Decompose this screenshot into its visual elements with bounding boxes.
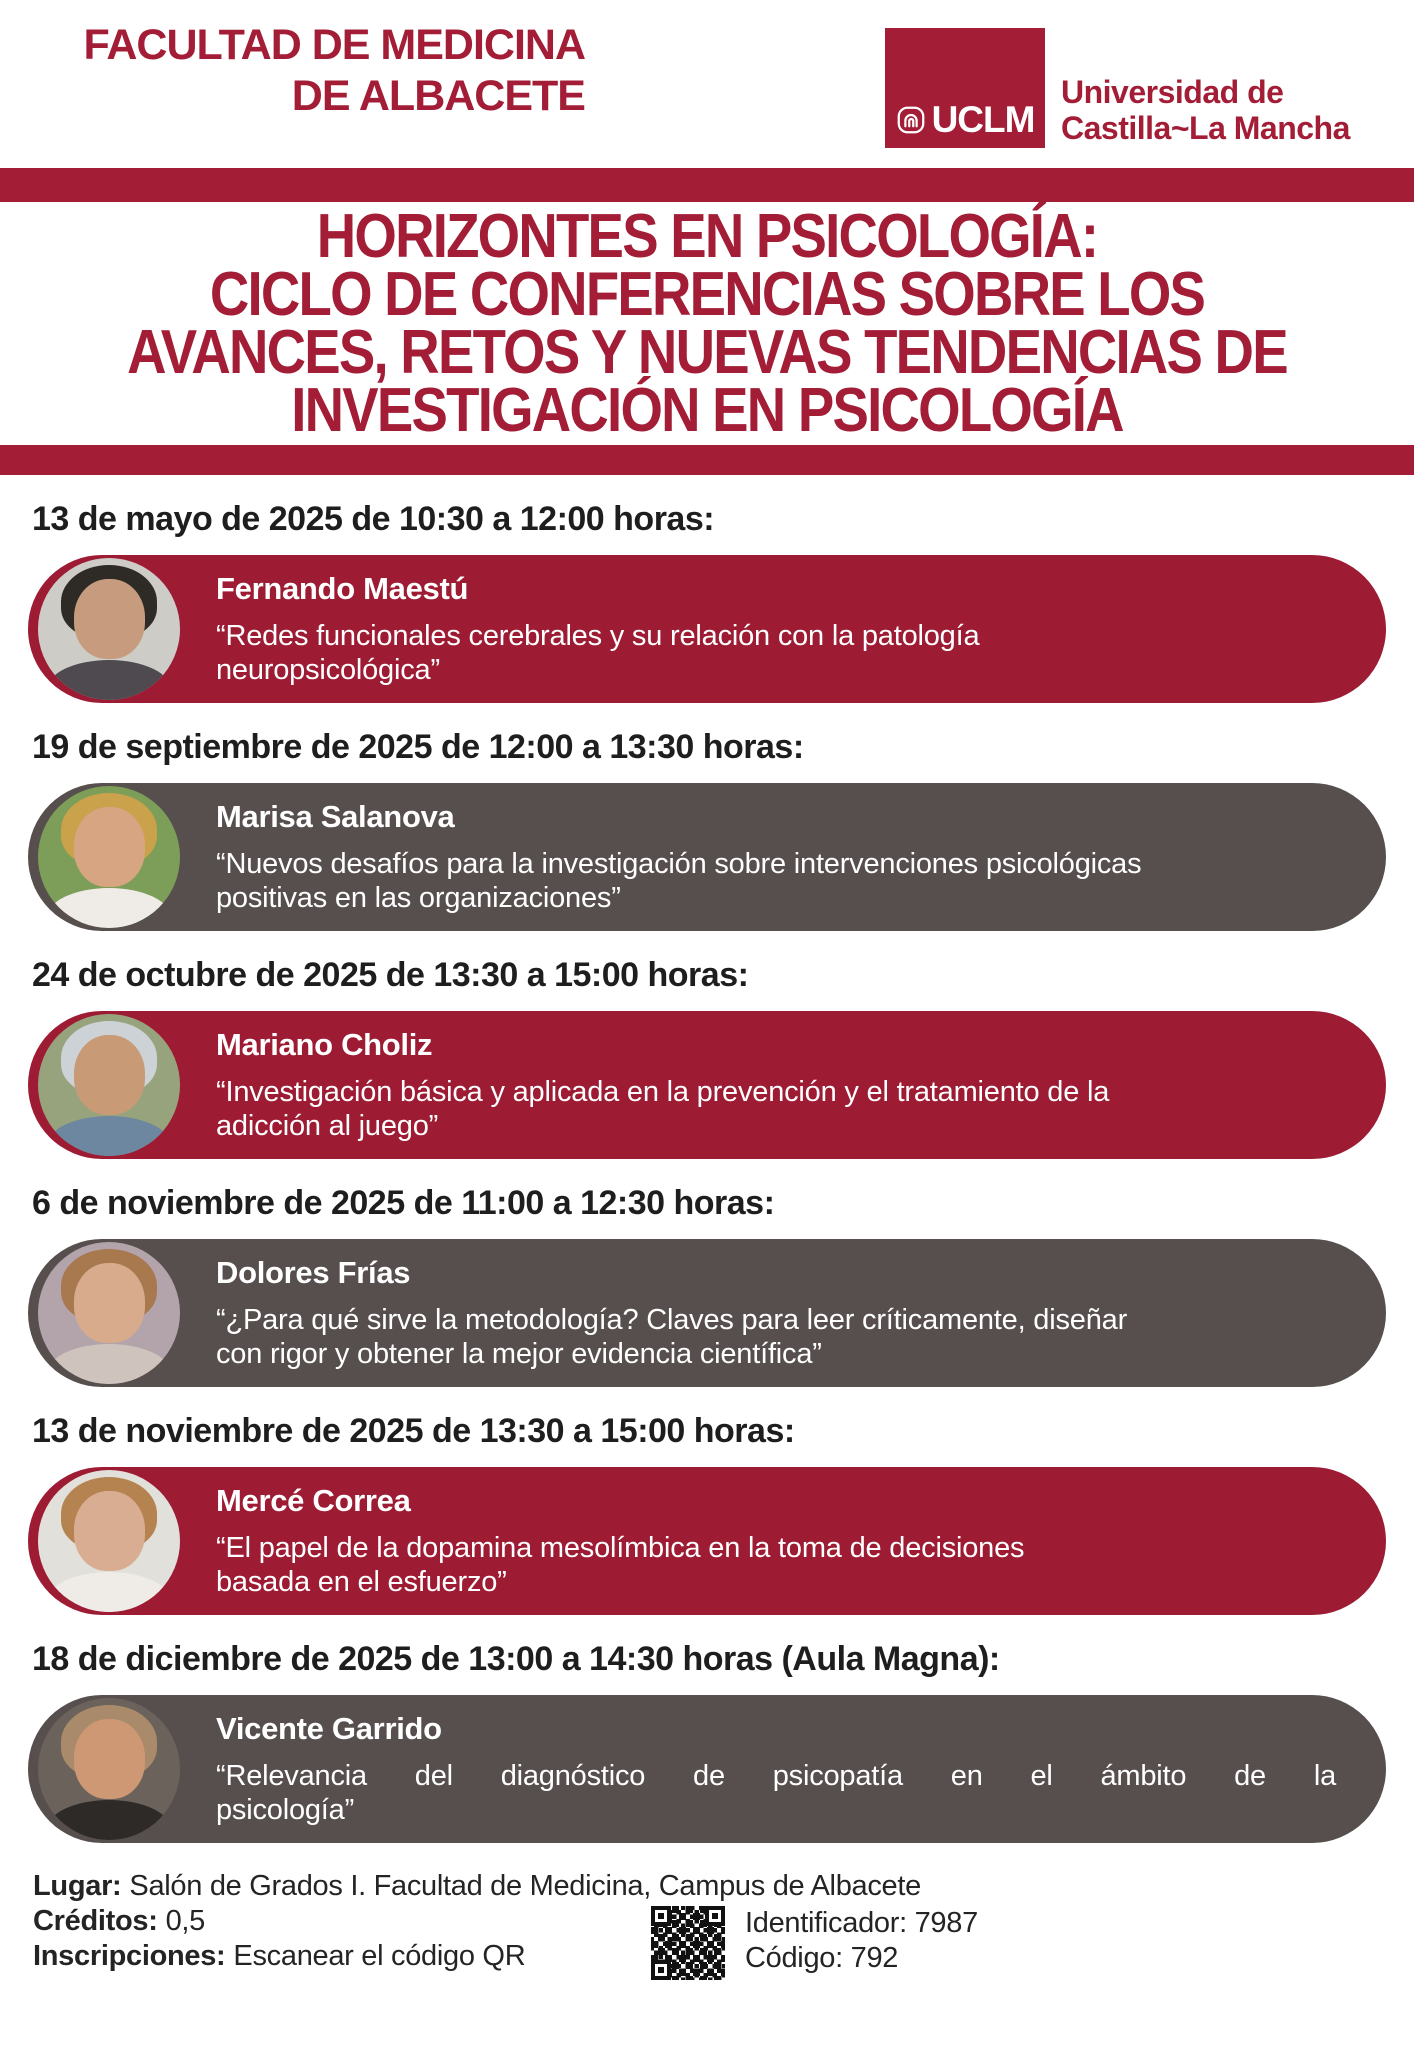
speaker-photo (38, 1470, 180, 1612)
speaker-photo (38, 1698, 180, 1840)
university-line2: Castilla~La Mancha (1061, 110, 1350, 146)
university-line1: Universidad de (1061, 74, 1284, 110)
speaker-name: Mariano Choliz (216, 1026, 433, 1062)
talk-title-line: “Nuevos desafíos para la investigación sobre intervenciones psicológicas (216, 847, 1142, 880)
title-line2: CICLO DE CONFERENCIAS SOBRE LOS (209, 260, 1205, 329)
avatar-shoulders (47, 1344, 172, 1384)
session-card (28, 555, 1386, 703)
talk-title-line: adicción al juego” (216, 1109, 439, 1142)
avatar-shoulders (47, 888, 172, 928)
uclm-logo-box (885, 28, 1045, 148)
session-date: 24 de octubre de 2025 de 13:30 a 15:00 horas: (32, 956, 749, 994)
avatar-face (74, 1491, 145, 1571)
qr-finder-icon (705, 1906, 725, 1926)
avatar-shoulders (47, 1116, 172, 1156)
credits-label: Créditos: (33, 1905, 158, 1937)
credits-value: 0,5 (165, 1905, 206, 1937)
avatar-shoulders (47, 660, 172, 700)
code-line: Código: 792 (745, 1942, 899, 1974)
venue-value: Salón de Grados I. Facultad de Medicina, Campus de Albacete (129, 1870, 921, 1902)
session-card (28, 1239, 1386, 1387)
title-line1: HORIZONTES EN PSICOLOGÍA: (316, 202, 1098, 271)
header (0, 0, 1414, 168)
session-list (0, 500, 1414, 1843)
footer-codes (745, 1906, 978, 1976)
session-date: 19 de septiembre de 2025 de 12:00 a 13:30 horas: (32, 728, 804, 766)
session-card (28, 1467, 1386, 1615)
talk-title-line: “El papel de la dopamina mesolímbica en la toma de decisiones (216, 1531, 1025, 1564)
talk-title-line: psicología” (216, 1793, 355, 1826)
avatar-face (74, 579, 145, 659)
session-date: 13 de mayo de 2025 de 10:30 a 12:00 horas: (32, 500, 715, 538)
qr-finder-icon (651, 1906, 671, 1926)
faculty-line2: DE ALBACETE (291, 72, 585, 120)
avatar-shoulders (47, 1800, 172, 1840)
faculty-title (40, 20, 585, 122)
session-card (28, 1695, 1386, 1843)
university-name (1061, 74, 1350, 148)
speaker-name: Fernando Maestú (216, 570, 469, 606)
venue-label: Lugar: (33, 1870, 122, 1902)
qr-code (651, 1906, 725, 1980)
talk-title-line: “¿Para qué sirve la metodología? Claves para leer críticamente, diseñar (216, 1303, 1128, 1336)
avatar-shoulders (47, 1572, 172, 1612)
talk-title-line: “Redes funcionales cerebrales y su relación con la patología (216, 619, 980, 652)
registration-label: Inscripciones: (33, 1940, 226, 1972)
uclm-emblem-icon (896, 105, 926, 135)
title-line4: INVESTIGACIÓN EN PSICOLOGÍA (291, 376, 1123, 445)
identifier-line: Identificador: 7987 (745, 1907, 978, 1939)
avatar-face (74, 1035, 145, 1115)
talk-title-line: “Relevancia del diagnóstico de psicopatía en el ámbito de la (216, 1759, 1336, 1792)
talk-title-line: con rigor y obtener la mejor evidencia científica” (216, 1337, 822, 1370)
uclm-acronym: UCLM (931, 99, 1035, 140)
speaker-name: Dolores Frías (216, 1254, 411, 1290)
talk-title-line: basada en el esfuerzo” (216, 1565, 507, 1598)
talk-title-line: “Investigación básica y aplicada en la prevención y el tratamiento de la (216, 1075, 1110, 1108)
footer (0, 1869, 1414, 2049)
avatar-face (74, 1263, 145, 1343)
speaker-name: Marisa Salanova (216, 798, 455, 834)
talk-title-line: positivas en las organizaciones” (216, 881, 621, 914)
title-line3: AVANCES, RETOS Y NUEVAS TENDENCIAS DE (127, 318, 1287, 387)
speaker-photo (38, 1014, 180, 1156)
speaker-name: Mercé Correa (216, 1482, 411, 1518)
speaker-name: Vicente Garrido (216, 1710, 442, 1746)
main-title (0, 202, 1414, 445)
session-date: 13 de noviembre de 2025 de 13:30 a 15:00 horas: (32, 1412, 795, 1450)
session-date: 18 de diciembre de 2025 de 13:00 a 14:30 horas (Aula Magna): (32, 1640, 1000, 1678)
divider-bar-top (0, 168, 1414, 202)
qr-finder-icon (651, 1960, 671, 1980)
session-card (28, 783, 1386, 931)
avatar-face (74, 807, 145, 887)
avatar-face (74, 1719, 145, 1799)
faculty-line1: FACULTAD DE MEDICINA (83, 21, 585, 69)
speaker-photo (38, 1242, 180, 1384)
speaker-photo (38, 786, 180, 928)
registration-value: Escanear el código QR (233, 1940, 526, 1972)
session-date: 6 de noviembre de 2025 de 11:00 a 12:30 horas: (32, 1184, 775, 1222)
speaker-photo (38, 558, 180, 700)
uclm-logo (885, 28, 1350, 148)
session-card (28, 1011, 1386, 1159)
divider-bar-bottom (0, 445, 1414, 475)
talk-title-line: neuropsicológica” (216, 653, 440, 686)
venue-line (33, 1869, 921, 1904)
